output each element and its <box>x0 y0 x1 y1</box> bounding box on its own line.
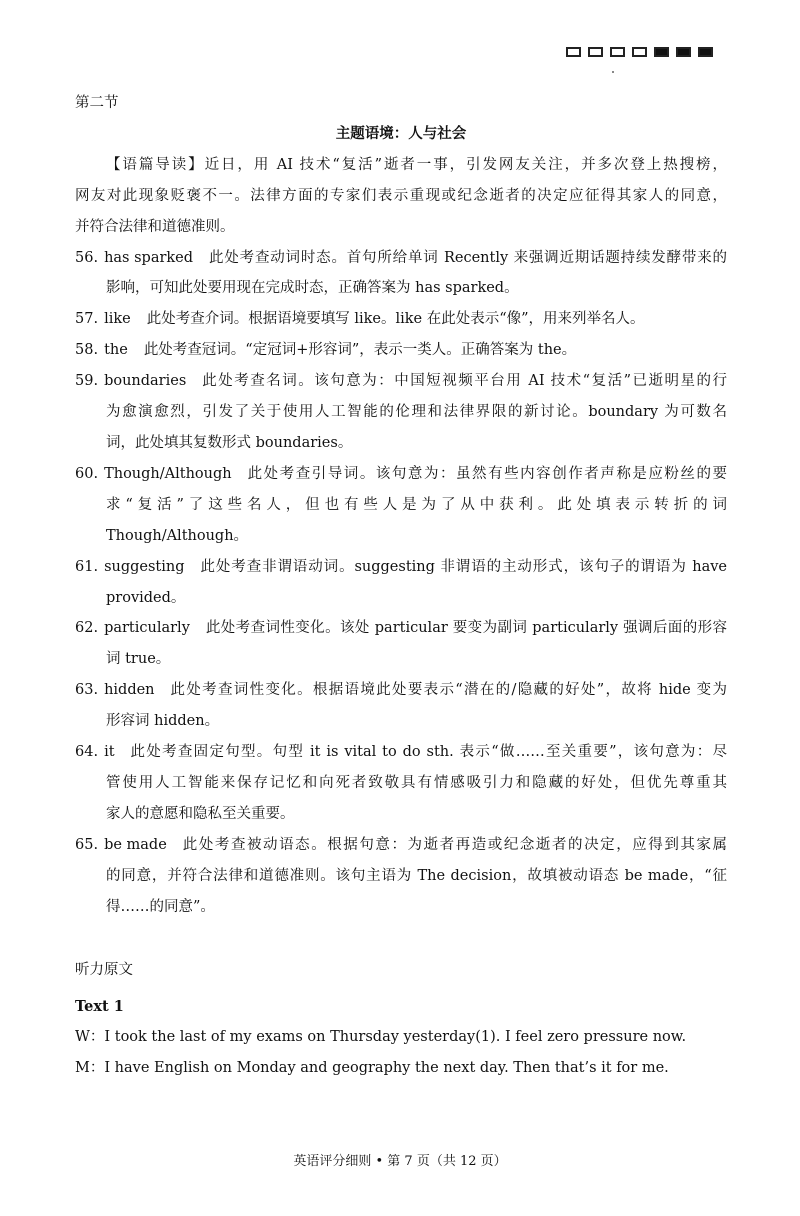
intro-paragraph <box>75 150 727 243</box>
answer-item <box>75 459 727 552</box>
empty-square-mark <box>610 47 625 57</box>
item-explanation-line: 此处考查名词。该句意为：中国短视频平台用 AI 技术“复活”已逝明星的行 <box>202 373 727 390</box>
filled-square-mark <box>676 47 691 57</box>
page-footer: 英语评分细则 • 第 7 页（共 12 页） <box>293 1154 507 1169</box>
item-number: 58. <box>75 342 99 359</box>
item-explanation-line: 的同意，并符合法律和道德准则。该句主语为 The decision，故填被动语态 be made，“征 <box>106 867 727 884</box>
empty-square-mark <box>588 47 603 57</box>
item-explanation-line: 此处考查被动语态。根据句意：为逝者再造或纪念逝者的决定，应得到其家属 <box>182 836 727 853</box>
item-answer: be made <box>104 836 167 853</box>
item-explanation-line: 此处考查固定句型。句型 it is vital to do sth. 表示“做……至关重要”，该句意为：尽 <box>130 744 727 761</box>
intro-line: 并符合法律和道德准则。 <box>75 218 235 235</box>
item-number: 57. <box>75 311 99 328</box>
item-answer: particularly <box>104 620 190 637</box>
item-number: 59. <box>75 373 99 390</box>
item-answer: like <box>104 311 131 328</box>
item-explanation-line: 此处考查引导词。该句意为：虽然有些内容创作者声称是应粉丝的要 <box>247 465 727 482</box>
item-explanation-line: 此处考查介词。根据语境要填写 like。like 在此处表示“像”，用来列举名人。 <box>146 311 645 328</box>
item-explanation-line: 家人的意愿和隐私至关重要。 <box>106 805 295 822</box>
answer-item <box>75 552 727 614</box>
section-title: 第二节 <box>75 95 119 111</box>
item-number: 65. <box>75 836 99 853</box>
empty-square-mark <box>566 47 581 57</box>
item-number: 60. <box>75 465 99 482</box>
item-explanation-line: 此处考查冠词。“定冠词+形容词”，表示一类人。正确答案为 the。 <box>143 342 577 359</box>
item-explanation-line: 形容词 hidden。 <box>106 713 220 730</box>
answer-item <box>75 335 727 366</box>
answer-section <box>75 88 727 922</box>
filled-square-mark <box>698 47 713 57</box>
answer-item <box>75 675 727 737</box>
item-explanation-line: 此处考查词性变化。该处 particular 要变为副词 particularly 强调后面的形容 <box>205 620 727 637</box>
item-number: 62. <box>75 620 99 637</box>
intro-line: 【语篇导读】近日，用 AI 技术“复活”逝者一事，引发网友关注，并多次登上热搜榜， <box>106 156 727 173</box>
item-answer: boundaries <box>104 373 187 390</box>
item-explanation-line: 此处考查非谓语动词。suggesting 非谓语的主动形式，该句子的谓语为 have <box>200 558 727 575</box>
item-explanation-line: 求“复活”了这些名人，但也有些人是为了从中获利。此处填表示转折的词 <box>106 496 727 513</box>
dialogue-line: W：I took the last of my exams on Thursday yesterday(1). I feel zero pressure now. <box>75 1029 687 1045</box>
item-number: 63. <box>75 682 99 699</box>
item-explanation-line: 为愈演愈烈，引发了关于使用人工智能的伦理和法律界限的新讨论。boundary 为可数名 <box>106 404 727 421</box>
item-number: 61. <box>75 558 99 575</box>
item-explanation-line: 词，此处填其复数形式 boundaries。 <box>106 434 353 451</box>
filled-square-mark <box>654 47 669 57</box>
item-explanation-line: 此处考查词性变化。根据语境此处要表示“潜在的/隐藏的好处”，故将 hide 变为 <box>170 682 727 699</box>
answer-item <box>75 737 727 830</box>
header-marks <box>566 47 713 57</box>
item-explanation-line: 此处考查动词时态。首句所给单词 Recently 来强调近期话题持续发酵带来的 <box>209 249 727 266</box>
item-answer: it <box>104 744 115 761</box>
item-explanation-line: Though/Although。 <box>106 527 249 544</box>
intro-line: 网友对此现象贬褒不一。法律方面的专家们表示重现或纪念逝者的决定应征得其家人的同意， <box>75 187 727 204</box>
item-explanation-line: 影响，可知此处要用现在完成时态，正确答案为 has sparked。 <box>106 280 519 297</box>
item-number: 64. <box>75 744 99 761</box>
dialogue-line: M：I have English on Monday and geography the next day. Then that’s it for me. <box>75 1060 669 1076</box>
speck <box>612 71 614 73</box>
item-answer: has sparked <box>104 249 194 266</box>
empty-square-mark <box>632 47 647 57</box>
answer-item <box>75 243 727 305</box>
answer-item <box>75 366 727 459</box>
item-explanation-line: 词 true。 <box>106 651 171 668</box>
item-answer: suggesting <box>104 558 185 575</box>
item-explanation-line: 得……的同意”。 <box>106 898 215 915</box>
item-number: 56. <box>75 249 99 266</box>
item-explanation-line: provided。 <box>106 589 186 606</box>
text-title: Text 1 <box>75 998 124 1015</box>
answer-item <box>75 613 727 675</box>
listening-section <box>75 955 727 1084</box>
theme-title: 主题语境：人与社会 <box>335 124 467 142</box>
listening-heading: 听力原文 <box>75 962 133 978</box>
answer-item <box>75 304 727 335</box>
answer-item <box>75 830 727 923</box>
item-explanation-line: 管使用人工智能来保存记忆和向死者致敬具有情感吸引力和隐藏的好处，但优先尊重其 <box>106 774 727 791</box>
item-answer: the <box>104 342 128 359</box>
item-answer: hidden <box>104 682 155 699</box>
item-answer: Though/Although <box>104 465 232 482</box>
